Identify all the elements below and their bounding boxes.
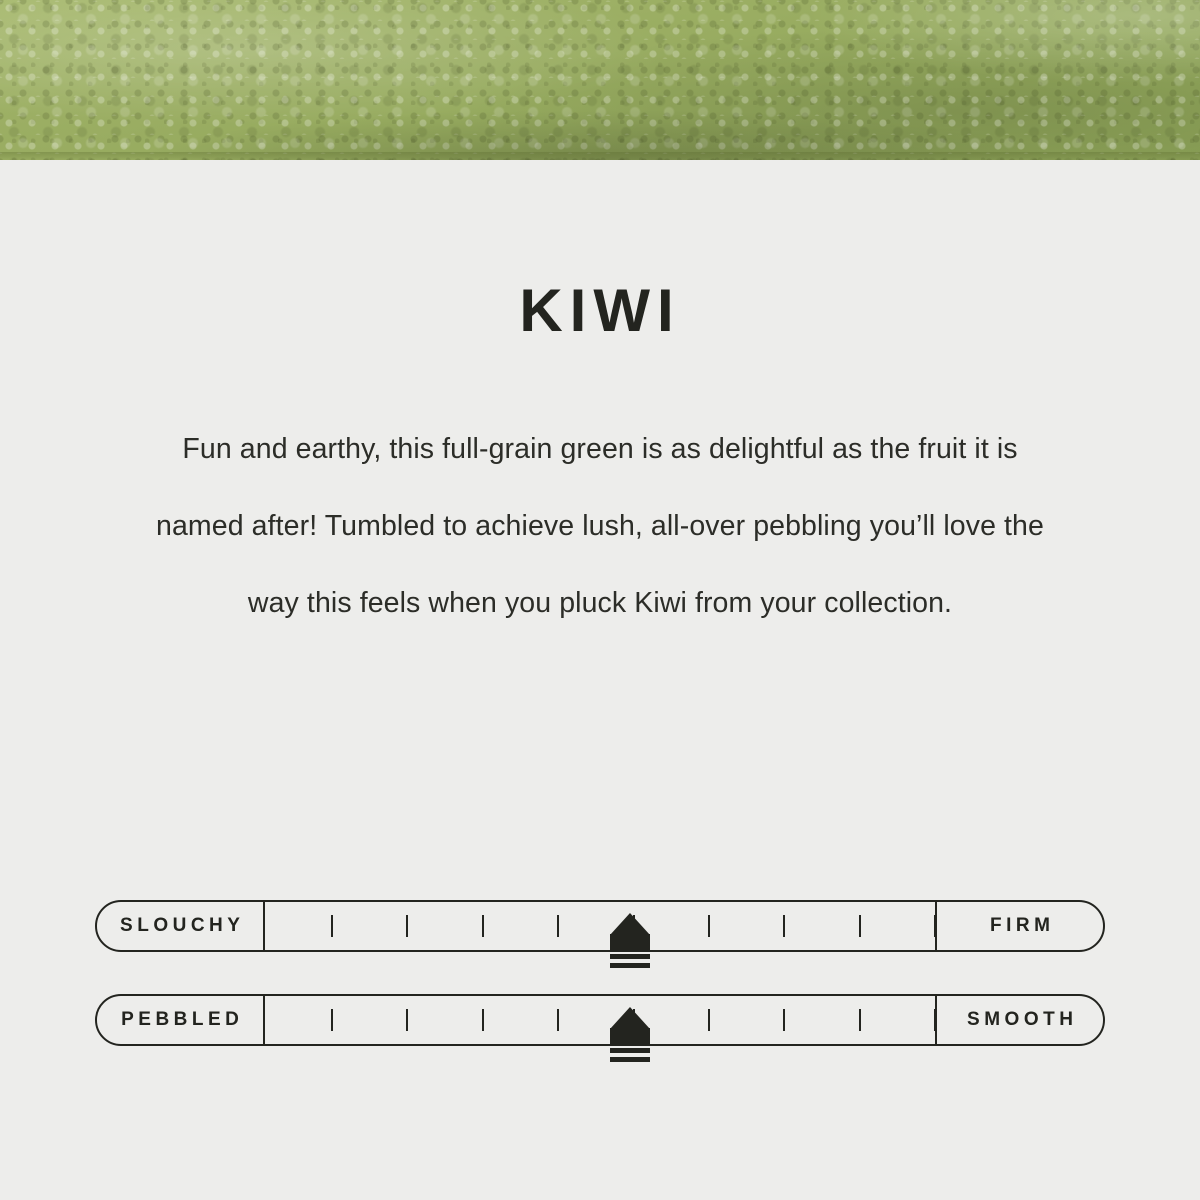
marker-stripe xyxy=(610,954,650,959)
slider-tick xyxy=(859,915,861,937)
slider-tick xyxy=(633,915,635,937)
slider-tick xyxy=(482,1009,484,1031)
page-title: KIWI xyxy=(519,277,681,344)
slider-tick xyxy=(783,915,785,937)
card-content xyxy=(0,276,1200,642)
slider-track[interactable] xyxy=(95,900,1105,952)
marker-stripe xyxy=(610,1048,650,1053)
slider-tick xyxy=(482,915,484,937)
slider-texture[interactable] xyxy=(95,994,1105,1046)
marker-stripe xyxy=(610,1057,650,1062)
slider-tick xyxy=(557,915,559,937)
slider-right-label: SMOOTH xyxy=(935,996,1103,1044)
slider-tick-area xyxy=(265,902,935,950)
slider-tick-area xyxy=(265,996,935,1044)
slider-tick xyxy=(708,915,710,937)
slider-tick xyxy=(934,915,936,937)
slider-tick xyxy=(633,1009,635,1031)
swatch-shading-overlay xyxy=(0,0,1200,160)
slider-track[interactable] xyxy=(95,994,1105,1046)
description-text: Fun and earthy, this full-grain green is as delightful as the fruit it is named after! Tumbled to achieve lush, all-over pebbling you’ll love the way this feels when you pluck Kiwi from your collection. xyxy=(156,433,1044,619)
slider-right-label: FIRM xyxy=(935,902,1103,950)
swatch-bottom-edge xyxy=(0,152,1200,160)
slider-tick xyxy=(708,1009,710,1031)
slider-tick xyxy=(406,915,408,937)
attribute-sliders xyxy=(0,900,1200,1088)
slider-tick xyxy=(783,1009,785,1031)
slider-tick xyxy=(934,1009,936,1031)
slider-left-label: PEBBLED xyxy=(97,996,265,1044)
slider-left-label: SLOUCHY xyxy=(97,902,265,950)
slider-tick xyxy=(859,1009,861,1031)
slider-tick xyxy=(331,1009,333,1031)
slider-tick xyxy=(331,915,333,937)
slider-tick xyxy=(406,1009,408,1031)
slider-structure[interactable] xyxy=(95,900,1105,952)
slider-tick xyxy=(557,1009,559,1031)
marker-stripe xyxy=(610,963,650,968)
leather-swatch-image xyxy=(0,0,1200,160)
